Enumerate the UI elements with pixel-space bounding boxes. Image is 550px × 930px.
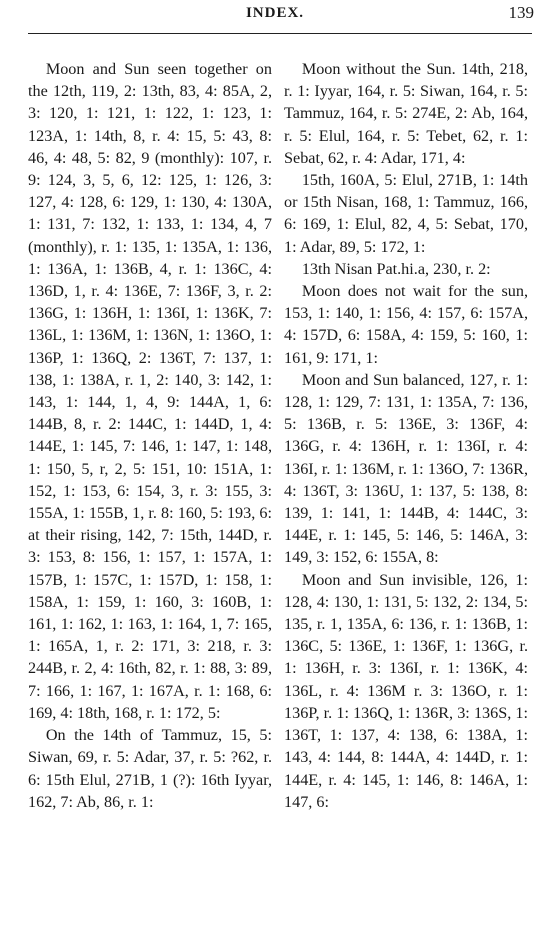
index-entry-15th: 15th, 160A, 5: Elul, 271B, 1: 14th or 15th Nisan, 168, 1: Tammuz, 166, 6: 169, 1: Elul, 82, 4, 5: Sebat, 170, 1: Adar, 89, 5: 172, 1: <box>284 171 528 256</box>
index-entry-moon-sun-invisible: Moon and Sun invisible, 126, 1: 128, 4: 130, 1: 131, 5: 132, 2: 134, 5: 135, r. 1, 135A, 6: 136, r. 1: 136B, 1: 136C, 5: 136E, 1: 136F, 1: 136G, r. 1: 136H, r. 3: 136I, r. 1: 136K, 4: 136L, r. 4: 136M r. 3: 136O, r. 1: 136P, r. 1: 136Q, 1: 136R, 3: 136S, 1: 136T, 1: 137, 4: 138, 6: 138A, 1: 143, 4: 144, 8: 144A, 4: 144D, r. 1: 144E, r. 4: 145, 1: 146, 8: 146A, 1: 147, 6: <box>284 570 528 811</box>
index-entry-14th-of-tammuz: On the 14th of Tammuz, 15, 5: Siwan, 69, r. 5: Adar, 37, r. 5: ?62, r. 6: 15th Elul, 271B, 1 (?): 16th Iyyar, 162, 7: Ab, 86, r. 1: <box>28 726 272 811</box>
index-entry-moon-sun-seen-together: Moon and Sun seen together on the 12th, 119, 2: 13th, 83, 4: 85A, 2, 3: 120, 1: 121, 1: 122, 1: 123, 1: 123A, 1: 14th, 8, r. 4: 15, 5: 43, 8: 46, 4: 48, 5: 82, 9 (monthly): 107, r. 9: 124, 3, 5, 6, 12: 125, 1: 126, 3: 127, 4: 128, 6: 129, 1: 130, 4: 130A, 1: 131, 7: 132, 1: 133, 1: 134, 4, 7 (monthly), r. 1: 135, 1: 135A, 1: 136, 1: 136A, 1: 136B, 4, r. 1: 136C, 4: 136D, 1, r. 4: 136E, 7: 136F, 3, r. 2: 136G, 1: 136H, 1: 136I, 1: 136K, 7: 136L, 1: 136M, 1: 136N, 1: 136O, 1: 136P, 1: 136Q, 2: 136T, 7: 137, 1: 138, 1: 138A, r. 1, 2: 140, 3: 142, 1: 143, 1: 144, 1, 4, 9: 144A, 1, 6: 144B, 8, r. 2: 144C, 1: 144D, 1, 4: 144E, 1: 145, 7: 146, 1: 147, 1: 148, 1: 150, 5, r, 2, 5: 151, 10: 151A, 1: 152, 1: 153, 6: 154, 3, r. 3: 155, 3: 155A, 1: 155B, 1, r. 8: 160, 5: 193, 6: at their rising, 142, 7: 15th, 144D, r. 3: 153, 8: 156, 1: 157, 1: 157A, 1: 157B, 1: 157C, 1: 157D, 1: 158, 1: 158A, 1: 159, 1: 160, 3: 160B, 1: 161, 1: 162, 1: 163, 1: 164, 1, 7: 165, 1: 165A, 1, r. 2: 171, 3: 218, r. 3: 244B, r. 2, 4: 16th, 82, r. 1: 88, 3: 89, 7: 166, 1: 167, 1: 167A, r. 1: 168, 6: 169, 4: 18th, 168, r. 1: 172, 5: <box>28 60 272 722</box>
left-column <box>28 58 272 813</box>
index-entry-moon-without-sun: Moon without the Sun. 14th, 218, r. 1: Iyyar, 164, r. 5: Siwan, 164, r. 5: Tammuz, 164, r. 5: 274E, 2: Ab, 164, r. 5: Elul, 164, r. 5: Tebet, 62, r. 1: Sebat, 62, r. 4: Adar, 171, 4: <box>284 60 528 167</box>
header-rule <box>28 33 532 34</box>
index-entry-moon-does-not-wait: Moon does not wait for the sun, 153, 1: 140, 1: 156, 4: 157, 6: 157A, 4: 157D, 6: 158A, 4: 159, 5: 160, 1: 161, 9: 171, 1: <box>284 282 528 367</box>
running-title: INDEX. <box>245 5 305 21</box>
index-entry-13th-nisan: 13th Nisan Pat.hi.a, 230, r. 2: <box>301 259 491 278</box>
right-column <box>284 58 528 813</box>
page-header <box>0 0 550 34</box>
page-number: 139 <box>508 3 534 22</box>
index-entry-moon-sun-balanced: Moon and Sun balanced, 127, r. 1: 128, 1: 129, 7: 131, 1: 135A, 7: 136, 5: 136B, r. 5: 136E, 3: 136F, 4: 136G, r. 4: 136H, r. 1: 136I, r. 4: 136I, r. 1: 136M, r. 1: 136O, 7: 136R, 4: 136T, 3: 136U, 1: 137, 5: 138, 8: 139, 1: 141, 1: 144B, 4: 144C, 3: 144E, r. 1: 145, 5: 146, 5: 146A, 3: 149, 3: 152, 6: 155A, 8: <box>284 370 528 567</box>
